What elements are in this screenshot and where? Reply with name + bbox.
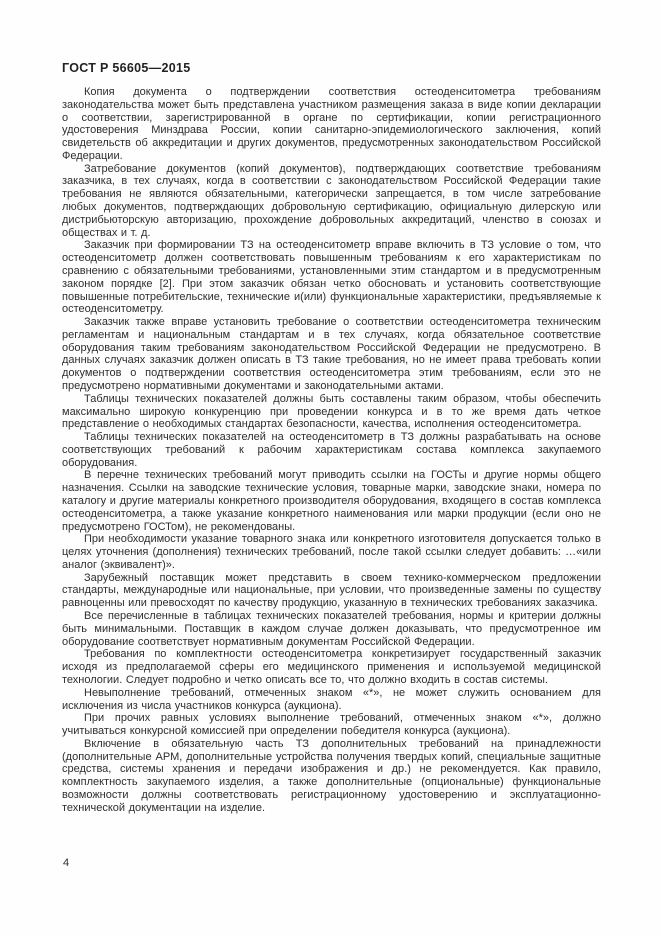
- paragraph: Заказчик при формировании ТЗ на остеоденситометр вправе включить в ТЗ условие о том, что остеоденситометр должен соответствовать повышенным требованиям к его характеристикам по сравнению с обязательными требованиями, установленными этим стандартом и в предусмотренным законом порядке [2]. При этом заказчик обязан четко обосновать и установить соответствующие повышенные потребительские, технические и(или) функциональные характеристики, предъявляемые к остеоденситометру.: [62, 239, 601, 316]
- paragraph: Зарубежный поставщик может представить в своем технико-коммерческом предложении стандарты, международные или национальные, при условии, что произведенные замены по существу равноценны или превосходят по качеству продукцию, указанную в технических требованиях заказчика.: [62, 571, 601, 610]
- page-number: 4: [63, 857, 70, 869]
- paragraph: Таблицы технических показателей на остеоденситометр в ТЗ должны разрабатывать на основе соответствующих требований к рабочим характеристикам состава комплекса закупаемого оборудования.: [62, 431, 601, 469]
- paragraph: Таблицы технических показателей должны быть составлены таким образом, чтобы обеспечить максимально широкую конкуренцию при проведении конкурса и в то же время дать четкое представление о необходимых стандартах безопасности, качества, исполнения остеоденситометра.: [62, 392, 601, 431]
- paragraph: Включение в обязательную часть ТЗ дополнительных требований на принадлежности (дополнительные АРМ, дополнительные устройства получения твердых копий, специальные защитные средства, системы хранения и передачи изображения и др.) не рекомендуется. Как правило, комплектность закупаемого изделия, а также дополнительные (опциональные) функциональные возможности должны соответствовать регистрационному удостоверению и эксплуатационно-технической документации на изделие.: [62, 737, 601, 814]
- paragraph: При прочих равных условиях выполнение требований, отмеченных знаком «*», должно учитываться конкурсной комиссией при определении победителя конкурса (аукциона).: [62, 712, 601, 738]
- document-body: [62, 86, 601, 815]
- paragraph: Затребование документов (копий документов), подтверждающих соответствие требованиям заказчика, в тех случаях, когда в соответствии с законодательством Российской Федерации такие требования не являются обязательными, категорически запрещается, в том числе затребование любых документов, подтверждающих добровольную сертификацию, официальную дилерскую или дистрибьюторскую авторизацию, прохождение добровольных аккредитаций, членство в союзах и обществах и т. д.: [62, 162, 601, 239]
- document-standard-header: ГОСТ Р 56605—2015: [62, 61, 191, 75]
- paragraph: При необходимости указание товарного знака или конкретного изготовителя допускается только в целях уточнения (дополнения) технических требований, после такой ссылки следует добавить: …«или аналог (эквивалент)».: [62, 533, 601, 571]
- paragraph: Все перечисленные в таблицах технических показателей требования, нормы и критерии должны быть минимальными. Поставщик в каждом случае должен доказывать, что предусмотренное им оборудование соответствует нормативным документам Российской Федерации.: [62, 610, 601, 648]
- paragraph: Невыполнение требований, отмеченных знаком «*», не может служить основанием для исключения из числа участников конкурса (аукциона).: [62, 686, 601, 712]
- paragraph: Копия документа о подтверждении соответствия остеоденситометра требованиям законодательства может быть представлена участником размещения заказа в виде копии декларации о соответствии, зарегистрированной в органе по сертификации, копии регистрационного удостоверения Минздрава России, копии санитарно-эпидемиологического заключения, копий свидетельств об аккредитации и других документов, предусмотренных законодательством Российской Федерации.: [62, 86, 601, 162]
- paragraph: В перечне технических требований могут приводить ссылки на ГОСТы и другие нормы общего назначения. Ссылки на заводские технические условия, товарные марки, заводские знаки, номера по каталогу и другие материалы конкретного производителя оборудования, входящего в состав комплекса остеоденситометра, а также указание конкретного наименования или марки продукции (если оно не предусмотрено ГОСТом), не рекомендованы.: [62, 469, 601, 533]
- paragraph: Заказчик также вправе установить требование о соответствии остеоденситометра техническим регламентам и национальным стандартам и в тех случаях, когда обязательное соответствие оборудования таким требованиям законодательством Российской Федерации не предусмотрено. В данных случаях заказчик должен описать в ТЗ такие требования, но не имеет права требовать копии документов о подтверждении соответствия остеоденситометра этим требованиям, если это не предусмотрено нормативными документами и законодательными актами.: [62, 316, 601, 392]
- paragraph: Требования по комплектности остеоденситометра конкретизирует государственный заказчик исходя из предполагаемой сферы его медицинского применения и используемой медицинской технологии. Следует подробно и четко описать все то, что должно входить в состав системы.: [62, 648, 601, 686]
